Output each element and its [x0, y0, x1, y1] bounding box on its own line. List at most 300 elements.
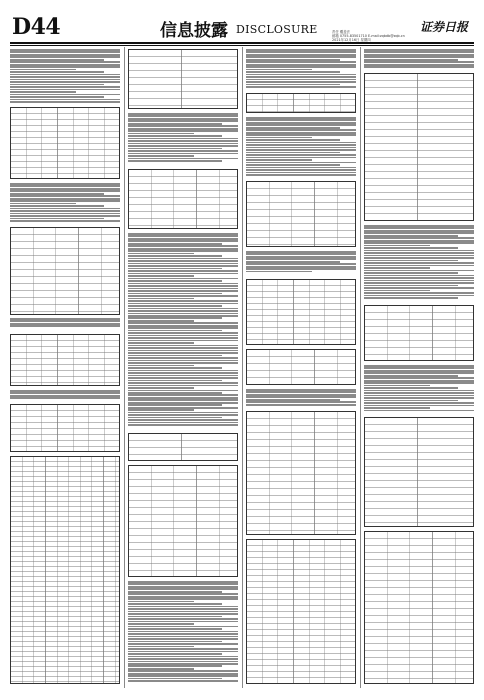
text-line	[128, 380, 222, 382]
text-line	[128, 115, 238, 117]
text-line	[128, 120, 238, 122]
text-line	[364, 372, 474, 374]
header-rule-thick	[10, 42, 474, 44]
financial-table	[10, 334, 120, 386]
text-line	[10, 320, 120, 322]
text-line	[364, 265, 474, 267]
disclosure-body	[10, 47, 474, 688]
text-line	[246, 69, 312, 71]
text-line	[246, 74, 356, 76]
text-line	[10, 210, 120, 212]
text-line	[364, 297, 458, 299]
text-line	[10, 190, 120, 192]
text-line	[364, 285, 458, 287]
text-line	[128, 372, 238, 374]
text-block	[128, 581, 238, 684]
text-block	[246, 49, 356, 89]
text-line	[246, 119, 356, 121]
text-line	[128, 150, 238, 152]
text-line	[10, 66, 120, 68]
text-line	[364, 56, 474, 58]
financial-table	[128, 169, 238, 229]
text-line	[128, 385, 238, 387]
text-line	[364, 250, 474, 252]
text-line	[128, 611, 238, 613]
text-line	[246, 134, 356, 136]
text-line	[128, 603, 222, 605]
text-line	[128, 248, 238, 250]
text-line	[128, 375, 238, 377]
text-line	[128, 322, 238, 324]
text-line	[128, 138, 238, 140]
text-line	[128, 125, 238, 127]
text-line	[128, 586, 238, 588]
text-line	[10, 101, 120, 103]
text-line	[128, 258, 238, 260]
text-line	[246, 159, 312, 161]
text-line	[10, 61, 120, 63]
financial-table	[10, 227, 120, 315]
text-line	[10, 397, 120, 399]
text-line	[10, 99, 120, 101]
column-divider	[124, 47, 125, 688]
text-line	[128, 293, 222, 295]
text-line	[10, 185, 120, 187]
text-line	[10, 208, 120, 210]
text-line	[364, 257, 474, 259]
column-4	[364, 47, 474, 688]
text-line	[128, 390, 238, 392]
text-line	[128, 305, 222, 307]
issue-date: 2021年12月16日 星期四	[332, 38, 371, 42]
text-line	[128, 145, 238, 147]
text-line	[10, 390, 120, 392]
text-block	[246, 251, 356, 275]
text-line	[128, 263, 238, 265]
text-block	[10, 49, 120, 105]
column-divider	[242, 47, 243, 688]
financial-table	[246, 93, 356, 113]
financial-table	[364, 305, 474, 361]
text-line	[128, 327, 238, 329]
text-line	[128, 355, 222, 357]
text-line	[10, 89, 120, 91]
text-line	[128, 298, 194, 300]
text-line	[128, 238, 238, 240]
text-line	[364, 262, 474, 264]
text-line	[246, 396, 356, 398]
text-line	[128, 417, 222, 419]
text-line	[128, 392, 222, 394]
financial-table	[246, 279, 356, 345]
text-line	[128, 678, 222, 680]
text-line	[128, 347, 238, 349]
text-line	[128, 280, 222, 282]
text-line	[128, 394, 238, 396]
text-line	[364, 382, 474, 384]
text-line	[128, 360, 238, 362]
text-line	[246, 64, 356, 66]
text-block	[10, 390, 120, 402]
text-line	[246, 86, 356, 88]
text-line	[246, 167, 356, 169]
text-line	[364, 282, 474, 284]
text-line	[128, 387, 194, 389]
text-line	[128, 273, 238, 275]
text-line	[246, 142, 356, 144]
text-line	[364, 247, 458, 249]
financial-table	[10, 107, 120, 179]
text-line	[128, 310, 238, 312]
contact-line: 邮箱 0755-83501710 E-mail:zqbdb@zqb.cn	[332, 34, 405, 38]
text-line	[10, 49, 120, 51]
text-line	[10, 392, 120, 394]
text-line	[128, 583, 238, 585]
text-line	[246, 149, 356, 151]
text-line	[364, 375, 458, 377]
text-line	[246, 164, 340, 166]
text-block	[128, 113, 238, 165]
text-line	[10, 213, 120, 215]
text-line	[128, 148, 222, 150]
text-line	[10, 59, 104, 61]
column-2	[128, 47, 238, 688]
text-line	[128, 673, 238, 675]
text-line	[246, 157, 356, 159]
text-line	[10, 183, 120, 185]
text-line	[364, 365, 474, 367]
text-line	[128, 409, 194, 411]
text-line	[128, 422, 238, 424]
text-line	[364, 405, 474, 407]
text-line	[128, 133, 194, 135]
text-line	[364, 380, 474, 382]
text-line	[364, 377, 474, 379]
text-line	[10, 188, 120, 190]
text-line	[10, 203, 76, 205]
text-line	[364, 390, 474, 392]
text-line	[128, 648, 238, 650]
text-line	[246, 389, 356, 391]
editor-line: 责任 覆盖法	[332, 30, 351, 34]
text-line	[128, 638, 238, 640]
financial-table	[10, 404, 120, 452]
text-line	[128, 670, 238, 672]
text-line	[364, 400, 458, 402]
text-line	[246, 139, 340, 141]
text-line	[246, 152, 340, 154]
financial-table	[246, 411, 356, 535]
text-line	[128, 636, 238, 638]
text-line	[128, 158, 238, 160]
text-line	[364, 290, 430, 292]
text-line	[364, 402, 474, 404]
text-line	[128, 658, 238, 660]
text-line	[364, 49, 474, 51]
column-divider	[360, 47, 361, 688]
page-header	[0, 0, 484, 44]
text-line	[128, 340, 238, 342]
text-line	[364, 252, 474, 254]
text-line	[128, 663, 238, 665]
text-line	[128, 153, 238, 155]
text-line	[128, 628, 222, 630]
text-line	[246, 266, 356, 268]
text-line	[364, 270, 474, 272]
text-line	[10, 64, 120, 66]
text-line	[128, 651, 238, 653]
text-line	[364, 237, 474, 239]
text-line	[246, 169, 356, 171]
text-line	[364, 367, 474, 369]
financial-table	[246, 539, 356, 684]
text-line	[128, 335, 238, 337]
text-line	[10, 198, 120, 200]
text-line	[128, 268, 222, 270]
text-line	[128, 240, 238, 242]
text-line	[364, 407, 430, 409]
text-line	[128, 596, 238, 598]
text-line	[364, 267, 430, 269]
text-line	[246, 404, 356, 406]
text-line	[10, 220, 120, 222]
text-line	[246, 61, 356, 63]
text-line	[364, 275, 474, 277]
text-line	[128, 155, 194, 157]
text-line	[128, 616, 222, 618]
text-line	[128, 275, 194, 277]
text-line	[246, 253, 356, 255]
text-line	[246, 84, 340, 86]
text-line	[10, 205, 104, 207]
text-line	[128, 160, 222, 162]
text-line	[128, 665, 222, 667]
text-line	[128, 295, 238, 297]
text-line	[246, 129, 356, 131]
text-block	[364, 365, 474, 413]
text-line	[246, 147, 356, 149]
text-line	[128, 412, 238, 414]
text-line	[128, 641, 222, 643]
text-block	[128, 233, 238, 429]
financial-table	[364, 417, 474, 527]
text-line	[128, 352, 238, 354]
financial-table	[10, 456, 120, 684]
text-line	[128, 606, 238, 608]
text-line	[246, 251, 356, 253]
text-line	[246, 154, 356, 156]
text-line	[128, 235, 238, 237]
text-line	[128, 414, 238, 416]
text-line	[128, 260, 238, 262]
text-line	[10, 325, 120, 327]
text-line	[128, 140, 238, 142]
text-line	[10, 56, 120, 58]
text-line	[10, 94, 120, 96]
text-line	[364, 395, 474, 397]
page-number: D44	[12, 14, 61, 40]
text-line	[246, 117, 356, 119]
text-line	[128, 243, 222, 245]
text-line	[128, 123, 222, 125]
financial-table	[128, 49, 238, 109]
text-line	[10, 51, 120, 53]
text-line	[246, 124, 356, 126]
text-line	[246, 174, 356, 176]
text-line	[10, 86, 120, 88]
text-line	[128, 345, 238, 347]
newspaper-logo: 证券日报	[420, 20, 469, 34]
text-line	[128, 653, 222, 655]
text-line	[364, 385, 430, 387]
text-line	[364, 54, 474, 56]
text-line	[246, 66, 356, 68]
text-line	[246, 394, 356, 396]
text-line	[364, 272, 458, 274]
text-line	[364, 245, 430, 247]
text-line	[128, 337, 238, 339]
text-line	[246, 81, 356, 83]
text-line	[128, 300, 238, 302]
text-line	[128, 613, 238, 615]
text-line	[128, 646, 194, 648]
text-line	[364, 370, 474, 372]
text-line	[128, 382, 238, 384]
text-line	[246, 49, 356, 51]
text-line	[10, 76, 120, 78]
text-line	[246, 258, 356, 260]
text-line	[364, 240, 474, 242]
text-line	[364, 59, 458, 61]
text-line	[128, 591, 222, 593]
text-line	[364, 392, 474, 394]
text-line	[246, 76, 356, 78]
text-line	[128, 407, 238, 409]
text-line	[246, 137, 312, 139]
text-line	[364, 292, 474, 294]
text-line	[128, 621, 238, 623]
text-line	[128, 130, 238, 132]
text-line	[246, 391, 356, 393]
text-line	[128, 593, 238, 595]
text-line	[128, 357, 238, 359]
text-line	[128, 588, 238, 590]
text-line	[128, 253, 194, 255]
text-line	[246, 71, 340, 73]
text-line	[128, 135, 222, 137]
section-title-english: DISCLOSURE	[236, 23, 318, 36]
text-line	[128, 313, 238, 315]
text-line	[364, 295, 474, 297]
text-line	[128, 255, 222, 257]
text-line	[128, 245, 238, 247]
text-line	[128, 675, 238, 677]
text-line	[128, 290, 238, 292]
text-line	[10, 69, 76, 71]
text-line	[10, 91, 76, 93]
text-line	[128, 325, 238, 327]
text-line	[364, 225, 474, 227]
header-rule-thin	[10, 45, 474, 46]
text-line	[128, 633, 238, 635]
text-block	[246, 389, 356, 407]
text-line	[128, 404, 222, 406]
text-line	[10, 96, 104, 98]
text-line	[364, 260, 458, 262]
text-line	[128, 118, 238, 120]
text-line	[246, 127, 340, 129]
text-line	[246, 79, 356, 81]
text-line	[246, 132, 356, 134]
text-block	[364, 225, 474, 301]
text-line	[364, 387, 458, 389]
text-line	[128, 250, 238, 252]
text-line	[10, 193, 104, 195]
text-line	[128, 370, 238, 372]
text-line	[10, 54, 120, 56]
text-line	[128, 285, 238, 287]
text-line	[128, 128, 238, 130]
text-line	[128, 270, 238, 272]
text-line	[246, 261, 340, 263]
text-line	[246, 263, 356, 265]
text-line	[246, 144, 356, 146]
text-line	[128, 367, 222, 369]
financial-table	[364, 531, 474, 684]
text-line	[364, 61, 474, 63]
text-line	[128, 308, 238, 310]
text-line	[364, 287, 474, 289]
text-block	[10, 318, 120, 330]
text-line	[128, 656, 238, 658]
text-line	[128, 668, 194, 670]
text-line	[128, 283, 238, 285]
text-line	[364, 277, 474, 279]
text-line	[128, 143, 238, 145]
text-line	[364, 242, 474, 244]
financial-table	[246, 181, 356, 247]
text-line	[128, 265, 238, 267]
column-3	[246, 47, 356, 688]
text-line	[246, 122, 356, 124]
masthead-meta	[332, 30, 405, 42]
text-line	[128, 626, 238, 628]
text-line	[10, 195, 120, 197]
text-line	[128, 317, 222, 319]
text-line	[10, 74, 120, 76]
text-line	[246, 162, 356, 164]
text-line	[128, 424, 238, 426]
text-line	[364, 410, 474, 412]
text-line	[128, 643, 238, 645]
text-line	[128, 320, 194, 322]
text-line	[128, 350, 238, 352]
text-line	[246, 256, 356, 258]
text-line	[10, 395, 120, 397]
text-line	[364, 230, 474, 232]
text-line	[364, 232, 474, 234]
text-line	[128, 399, 238, 401]
text-line	[10, 79, 120, 81]
text-line	[128, 631, 238, 633]
text-line	[10, 84, 104, 86]
text-line	[128, 608, 238, 610]
text-line	[364, 280, 474, 282]
text-line	[128, 680, 238, 682]
text-line	[246, 401, 356, 403]
text-line	[128, 601, 194, 603]
text-line	[246, 399, 340, 401]
